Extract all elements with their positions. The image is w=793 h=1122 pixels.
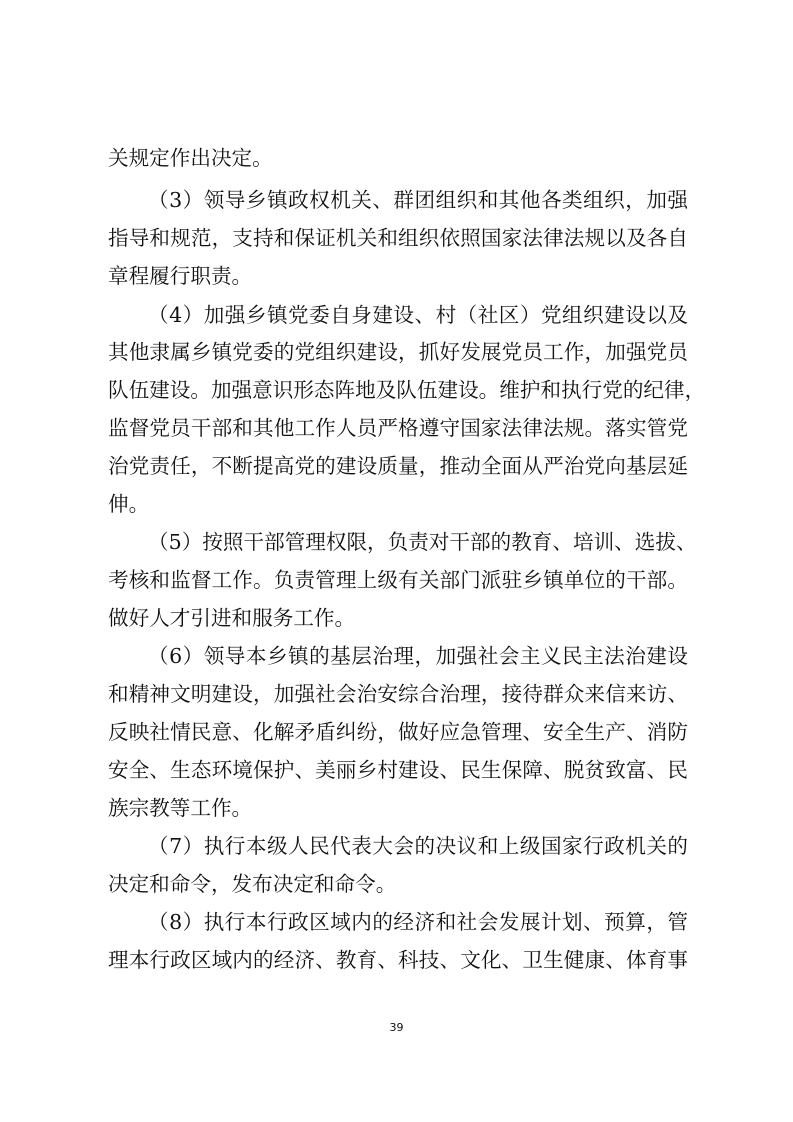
text-line: 其他隶属乡镇党委的党组织建设，抓好发展党员工作，加强党员: [108, 340, 688, 364]
paragraph-8-start: （8）执行本行政区域内的经济和社会发展计划、预算，管: [148, 910, 688, 934]
paragraph-4-start: （4）加强乡镇党委自身建设、村（社区）党组织建设以及: [148, 303, 688, 327]
text-line: 章程履行职责。: [108, 264, 253, 288]
paragraph-7-start: （7）执行本级人民代表大会的决议和上级国家行政机关的: [148, 834, 688, 858]
text-line: 治党责任，不断提高党的建设质量，推动全面从严治党向基层延: [108, 454, 688, 478]
text-line: 族宗教等工作。: [108, 796, 253, 820]
text-line: 决定和命令，发布决定和命令。: [108, 872, 397, 896]
text-line: 安全、生态环境保护、美丽乡村建设、民生保障、脱贫致富、民: [108, 758, 688, 782]
page-number: 39: [389, 1021, 404, 1034]
paragraph-3-start: （3）领导乡镇政权机关、群团组织和其他各类组织，加强: [148, 188, 688, 212]
paragraph-6-start: （6）领导本乡镇的基层治理，加强社会主义民主法治建设: [148, 644, 688, 668]
text-line: 反映社情民意、化解矛盾纠纷，做好应急管理、安全生产、消防: [108, 720, 688, 744]
paragraph-5-start: （5）按照干部管理权限，负责对干部的教育、培训、选拔、: [148, 530, 697, 554]
text-line: 伸。: [108, 492, 150, 516]
text-line: 队伍建设。加强意识形态阵地及队伍建设。维护和执行党的纪律，: [108, 378, 706, 402]
text-line: 监督党员干部和其他工作人员严格遵守国家法律法规。落实管党: [108, 416, 688, 440]
text-line: 关规定作出决定。: [108, 146, 273, 170]
text-line: 和精神文明建设，加强社会治安综合治理，接待群众来信来访、: [108, 682, 688, 706]
text-line: 指导和规范，支持和保证机关和组织依照国家法律法规以及各自: [108, 226, 688, 250]
text-line: 考核和监督工作。负责管理上级有关部门派驻乡镇单位的干部。: [108, 568, 688, 592]
text-line: 做好人才引进和服务工作。: [108, 606, 356, 630]
text-line: 理本行政区域内的经济、教育、科技、文化、卫生健康、体育事: [108, 948, 688, 972]
